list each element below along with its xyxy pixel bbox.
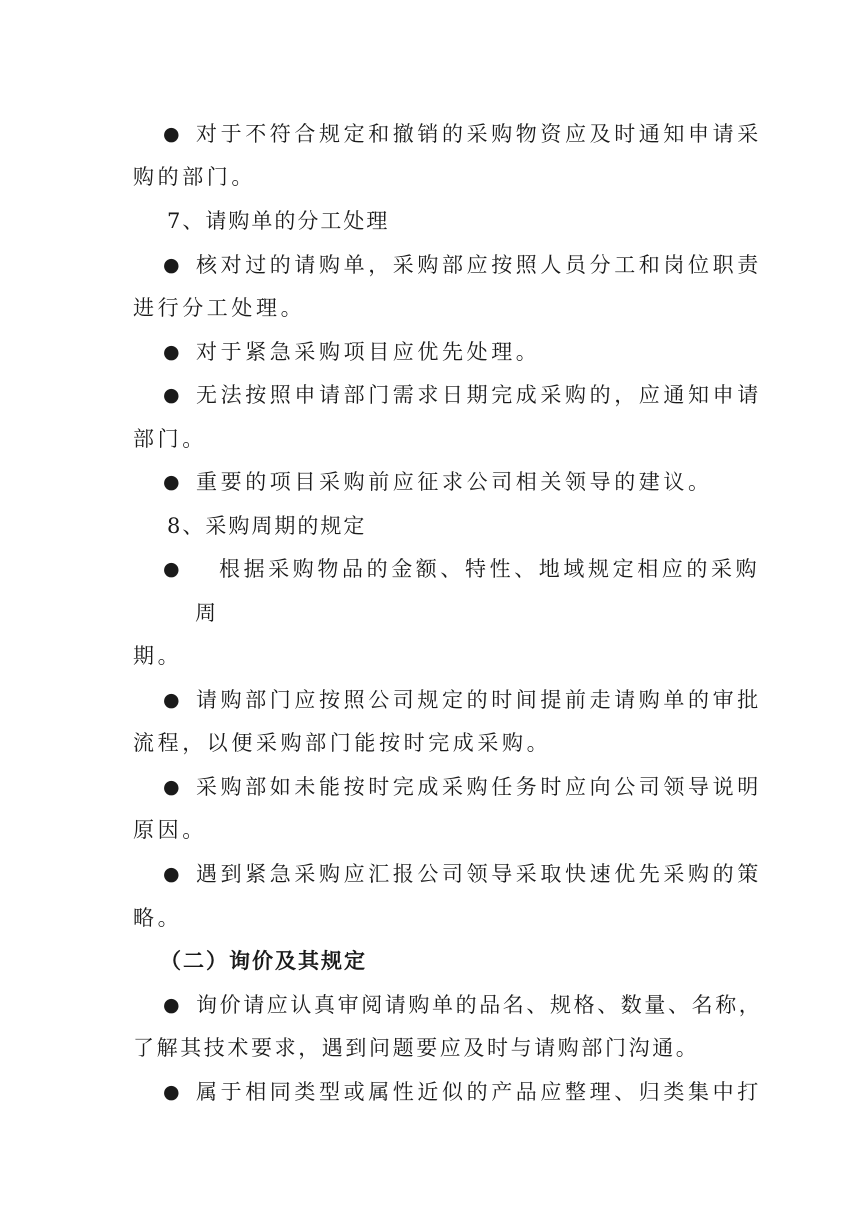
bullet-icon: ● <box>163 994 180 1016</box>
paragraph-line: 了解其技术要求，遇到问题要应及时与请购部门沟通。 <box>133 1036 700 1060</box>
paragraph-line: 期。 <box>133 644 183 668</box>
paragraph-line: 无法按照申请部门需求日期完成采购的，应通知申请 <box>196 383 762 407</box>
paragraph-line: 购的部门。 <box>133 165 256 189</box>
paragraph-line: 部门。 <box>133 427 207 451</box>
section-heading: 7、请购单的分工处理 <box>167 209 390 233</box>
paragraph-line: 询价请应认真审阅请购单的品名、规格、数量、名称， <box>196 993 763 1017</box>
bullet-icon: ● <box>163 689 180 711</box>
paragraph-line: 核对过的请购单，采购部应按照人员分工和岗位职责 <box>196 253 762 277</box>
paragraph-line: 采购部如未能按时完成采购任务时应向公司领导说明 <box>196 775 762 799</box>
paragraph-line: 对于紧急采购项目应优先处理。 <box>196 340 541 364</box>
paragraph-line: 遇到紧急采购应汇报公司领导采取快速优先采购的策 <box>196 862 762 886</box>
section-heading: 8、采购周期的规定 <box>167 514 367 538</box>
bullet-icon: ● <box>163 341 180 363</box>
paragraph-line: 重要的项目采购前应征求公司相关领导的建议。 <box>196 470 713 494</box>
bullet-icon: ● <box>163 863 180 885</box>
paragraph-line: 属于相同类型或属性近似的产品应整理、归类集中打 <box>196 1080 762 1104</box>
bullet-icon: ● <box>163 1081 180 1103</box>
bullet-icon: ● <box>163 254 180 276</box>
bullet-icon: ● <box>163 776 180 798</box>
bullet-icon: ● <box>163 384 180 406</box>
bullet-icon: ● <box>163 123 180 145</box>
paragraph-line: 流程，以便采购部门能按时完成采购。 <box>133 731 552 755</box>
paragraph-line: 周 <box>195 601 220 625</box>
paragraph-line: 对于不符合规定和撤销的采购物资应及时通知申请采 <box>196 122 762 146</box>
bullet-icon: ● <box>163 471 180 493</box>
paragraph-line: 略。 <box>133 906 183 930</box>
subsection-heading: （二）询价及其规定 <box>160 948 367 973</box>
paragraph-line: 请购部门应按照公司规定的时间提前走请购单的审批 <box>196 688 762 712</box>
paragraph-line: 根据采购物品的金额、特性、地域规定相应的采购 <box>219 557 761 581</box>
bullet-icon: ● <box>163 558 180 580</box>
paragraph-line: 原因。 <box>133 818 207 842</box>
paragraph-line: 进行分工处理。 <box>133 296 306 320</box>
